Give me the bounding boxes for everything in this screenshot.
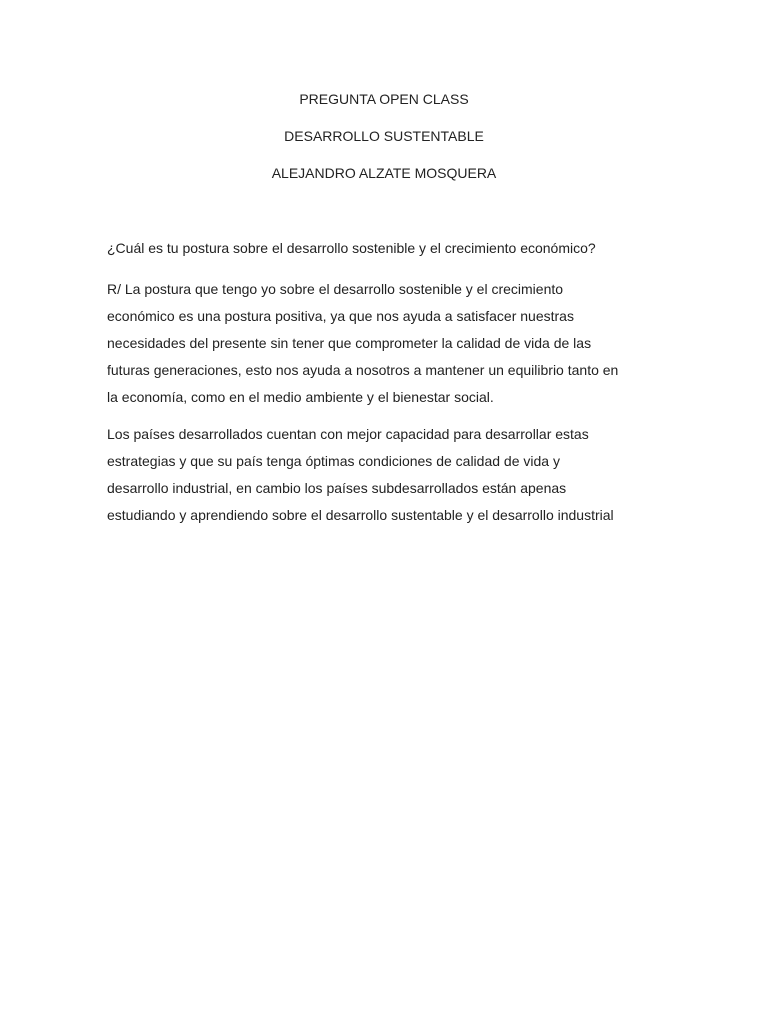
answer-line: la economía, como en el medio ambiente y el bienestar social. [107,389,494,405]
document-body [107,238,667,539]
paragraph-line: estrategias y que su país tenga óptimas condiciones de calidad de vida y [107,453,560,469]
document-title: PREGUNTA OPEN CLASS [299,91,469,107]
document-header [0,89,768,200]
paragraph-line: estudiando y aprendiendo sobre el desarrollo sustentable y el desarrollo industrial [107,507,614,523]
paragraph-line: desarrollo industrial, en cambio los países subdesarrollados están apenas [107,480,567,496]
answer-line: económico es una postura positiva, ya que nos ayuda a satisfacer nuestras [107,308,574,324]
answer-line: R/ La postura que tengo yo sobre el desarrollo sostenible y el crecimiento [107,281,564,297]
second-paragraph [107,421,667,529]
paragraph-line: Los países desarrollados cuentan con mejor capacidad para desarrollar estas [107,426,589,442]
answer-line: futuras generaciones, esto nos ayuda a nosotros a mantener un equilibrio tanto en [107,362,619,378]
question-text: ¿Cuál es tu postura sobre el desarrollo sostenible y el crecimiento económico? [107,240,596,256]
document-author: ALEJANDRO ALZATE MOSQUERA [271,165,497,181]
answer-line: necesidades del presente sin tener que comprometer la calidad de vida de las [107,335,592,351]
answer-paragraph [107,276,667,411]
document-subject: DESARROLLO SUSTENTABLE [284,128,484,144]
